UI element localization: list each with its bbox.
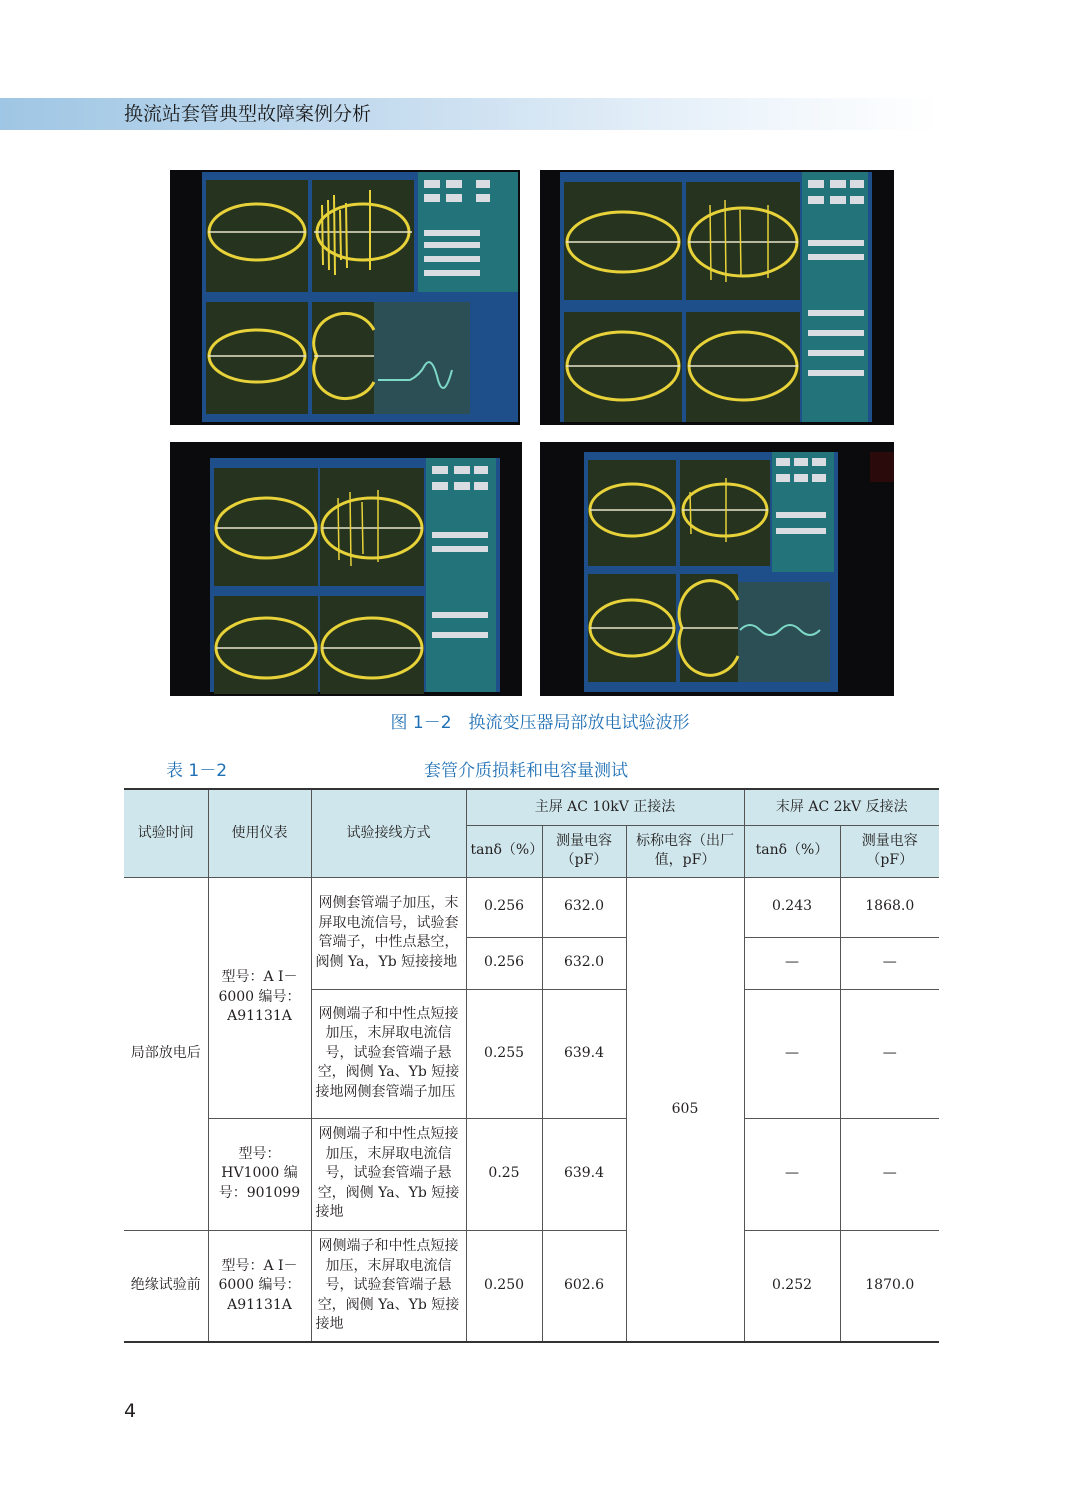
cap-cell: 632.0 xyxy=(542,937,626,989)
wiring-cell: 网侧套管端子加压，末屏取电流信号，试验套管端子，中性点悬空，阀侧 Ya，Yb 短接接地 xyxy=(311,877,466,989)
tan2-cell: 0.243 xyxy=(744,877,840,937)
header-end-screen: 末屏 AC 2kV 反接法 xyxy=(744,789,939,825)
tan2-cell: — xyxy=(744,989,840,1118)
header-measured-cap-end: 测量电容（pF） xyxy=(840,825,939,877)
header-nominal-cap: 标称电容（出厂值，pF） xyxy=(626,825,744,877)
table-row xyxy=(124,1230,939,1342)
table-number: 表 1－2 xyxy=(166,761,228,781)
table-title: 套管介质损耗和电容量测试 xyxy=(424,761,628,781)
cap2-cell: — xyxy=(840,989,939,1118)
cap-cell: 639.4 xyxy=(542,989,626,1118)
tan2-cell: — xyxy=(744,937,840,989)
header-tan-end: tanδ（%） xyxy=(744,825,840,877)
wiring-cell: 网侧端子和中性点短接加压，末屏取电流信号，试验套管端子悬空，阀侧 Ya、Yb 短接接地 xyxy=(311,1230,466,1342)
tan2-cell: — xyxy=(744,1118,840,1230)
tan-cell: 0.250 xyxy=(466,1230,542,1342)
pd-waveform-photo-1 xyxy=(170,170,520,425)
tan-cell: 0.25 xyxy=(466,1118,542,1230)
pd-waveform-photo-3 xyxy=(170,442,522,696)
cap2-cell: 1868.0 xyxy=(840,877,939,937)
header-tan-main: tanδ（%） xyxy=(466,825,542,877)
tan-cell: 0.255 xyxy=(466,989,542,1118)
group-after-pd: 局部放电后 xyxy=(124,877,208,1230)
table-row xyxy=(124,1118,939,1230)
pd-waveform-photo-2 xyxy=(540,170,894,425)
dielectric-loss-table xyxy=(124,788,939,1343)
page-number: 4 xyxy=(124,1400,137,1422)
wiring-cell: 网侧端子和中性点短接加压，末屏取电流信号，试验套管端子悬空，阀侧 Ya、Yb 短接接地网侧套管端子加压 xyxy=(311,989,466,1118)
header-measured-cap-main: 测量电容（pF） xyxy=(542,825,626,877)
cap-cell: 639.4 xyxy=(542,1118,626,1230)
tan-cell: 0.256 xyxy=(466,937,542,989)
wiring-cell: 网侧端子和中性点短接加压，末屏取电流信号，试验套管端子悬空，阀侧 Ya、Yb 短接接地 xyxy=(311,1118,466,1230)
cap2-cell: — xyxy=(840,937,939,989)
nominal-cap-cell: 605 xyxy=(626,877,744,1342)
running-header-title: 换流站套管典型故障案例分析 xyxy=(124,103,372,125)
pd-waveform-photo-4 xyxy=(540,442,894,696)
tan-cell: 0.256 xyxy=(466,877,542,937)
header-instrument: 使用仪表 xyxy=(208,789,311,877)
cap2-cell: 1870.0 xyxy=(840,1230,939,1342)
tan2-cell: 0.252 xyxy=(744,1230,840,1342)
table-row xyxy=(124,877,939,937)
figure-caption: 图 1－2 换流变压器局部放电试验波形 xyxy=(390,713,690,733)
instrument-ai6000: 型号：A Ⅰ－6000 编号：A91131A xyxy=(208,877,311,1118)
cap2-cell: — xyxy=(840,1118,939,1230)
instrument-ai6000-b: 型号：A Ⅰ－6000 编号：A91131A xyxy=(208,1230,311,1342)
cap-cell: 602.6 xyxy=(542,1230,626,1342)
header-wiring: 试验接线方式 xyxy=(311,789,466,877)
header-test-time: 试验时间 xyxy=(124,789,208,877)
header-main-screen: 主屏 AC 10kV 正接法 xyxy=(466,789,744,825)
cap-cell: 632.0 xyxy=(542,877,626,937)
instrument-hv1000: 型号：HV1000 编号：901099 xyxy=(208,1118,311,1230)
group-before-insulation: 绝缘试验前 xyxy=(124,1230,208,1342)
